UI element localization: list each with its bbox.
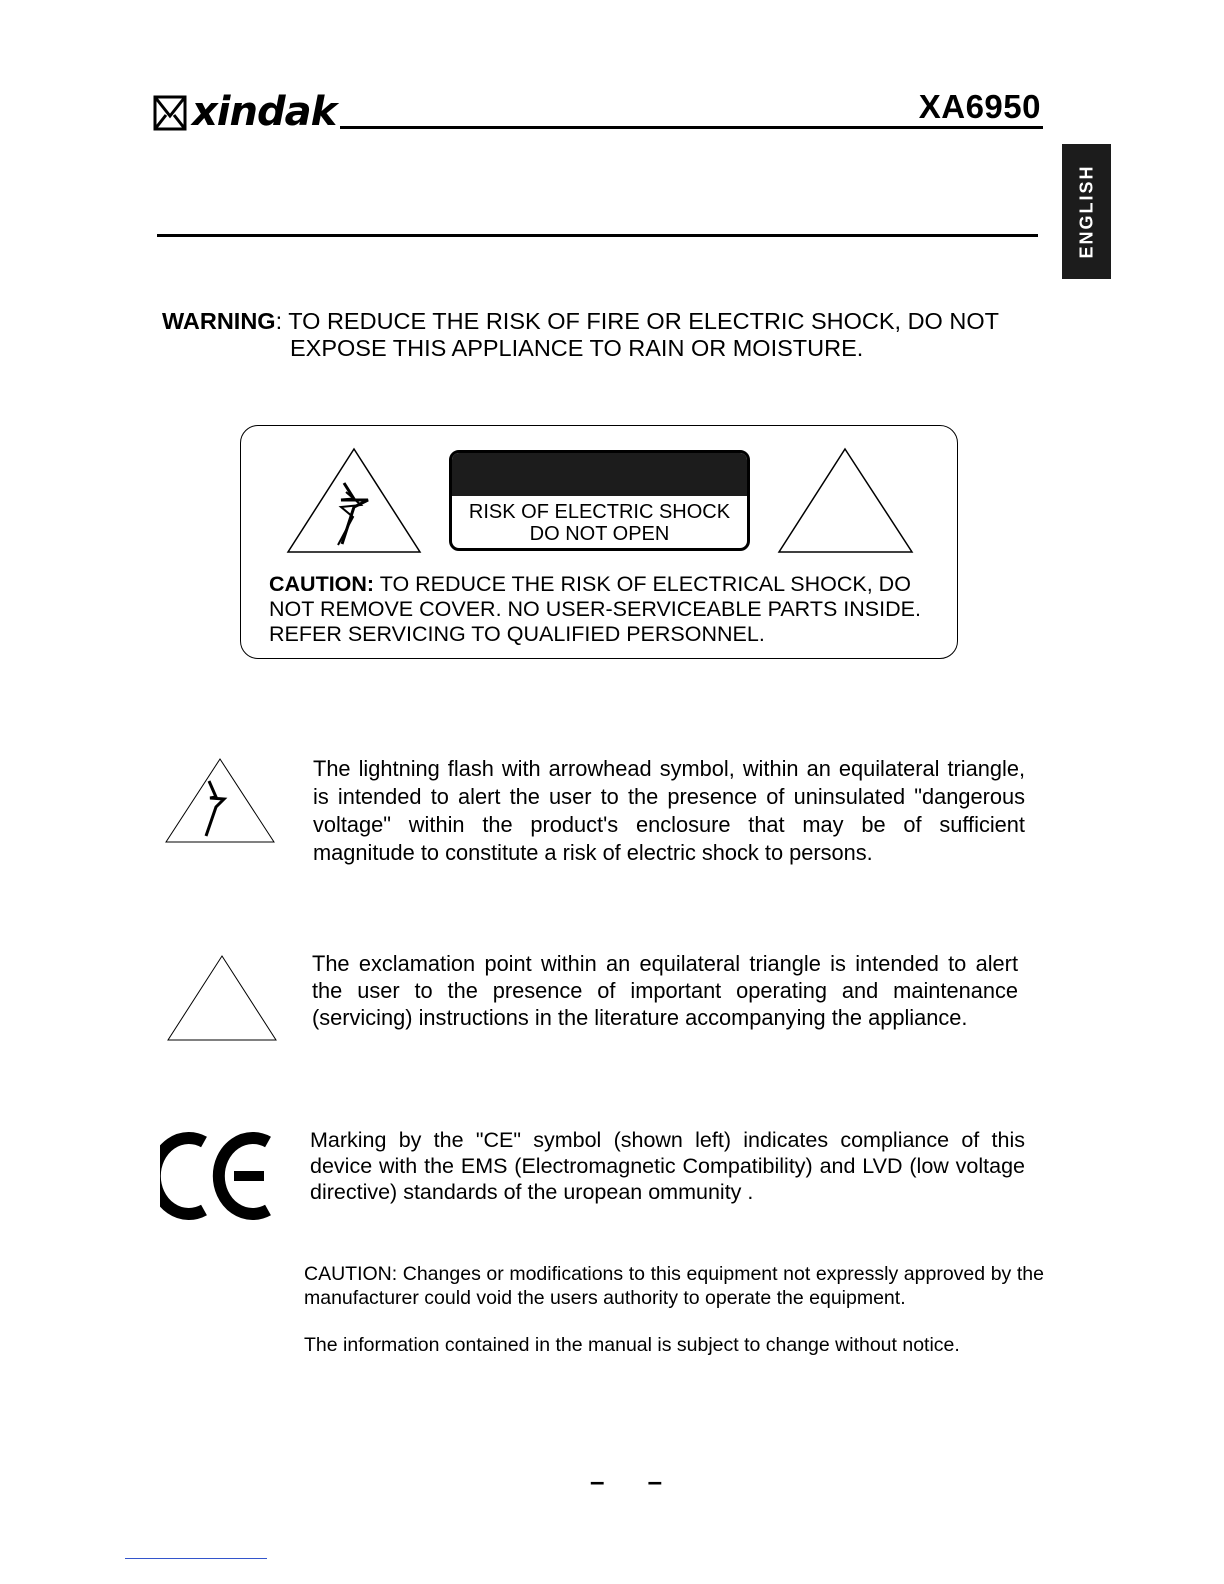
exclamation-symbol-icon [166,954,278,1042]
xindak-logo-icon [152,94,188,132]
caution-body: TO REDUCE THE RISK OF ELECTRICAL SHOCK, DO NOT REMOVE COVER. NO USER-SERVICEABLE PARTS INSIDE. REFER SERVICING TO QUALIFIED PERSONNEL. [269,572,921,646]
brand-name: xindak [192,89,337,135]
warning-line2: EXPOSE THIS APPLIANCE TO RAIN OR MOISTURE. [290,335,864,361]
title-rule [157,234,1038,237]
modification-caution: CAUTION: Changes or modifications to this equipment not expressly approved by the manufacturer could void the users authority to operate the equipment. [304,1263,1044,1309]
warning-statement [162,308,1062,362]
language-tab [1062,144,1111,279]
shock-label-band [452,453,747,496]
lightning-explanation: The lightning flash with arrowhead symbol, within an equilateral triangle, is intended to alert the user to the presence of uninsulated "dangerous voltage" within the product's enclosure that may be of sufficient magnitude to constitute a risk of electric shock to persons. [313,756,1025,865]
exclamation-warning-icon [777,447,914,555]
shock-label-line2: DO NOT OPEN [529,523,670,545]
warning-line1: : TO REDUCE THE RISK OF FIRE OR ELECTRIC SHOCK, DO NOT [275,308,999,334]
ce-mark-icon [160,1132,276,1220]
warning-label: WARNING [162,308,276,334]
caution-label: CAUTION: [269,572,375,596]
caution-text [269,572,949,647]
lightning-symbol-icon [164,757,276,845]
page-number: – – [590,1466,681,1496]
brand-logo [152,88,337,135]
lightning-warning-icon [286,447,422,555]
info-change-notice: The information contained in the manual is subject to change without notice. [304,1334,960,1356]
footer-rule [125,1558,267,1559]
shock-label-line1: RISK OF ELECTRIC SHOCK [468,501,731,523]
shock-label-text [452,501,747,545]
language-tab-label: ENGLISH [1076,164,1097,259]
header-rule [340,126,1043,129]
shock-label [449,450,750,551]
model-number: XA6950 [918,88,1041,125]
exclamation-explanation: The exclamation point within an equilateral triangle is intended to alert the user to the presence of important operating and maintenance (servicing) instructions in the literature accompanying the appliance. [312,951,1018,1030]
ce-explanation: Marking by the "CE" symbol (shown left) indicates compliance of this device with the EMS (Electromagnetic Compatibility) and LVD (low voltage directive) standards of the uropean ommunity . [310,1128,1025,1204]
